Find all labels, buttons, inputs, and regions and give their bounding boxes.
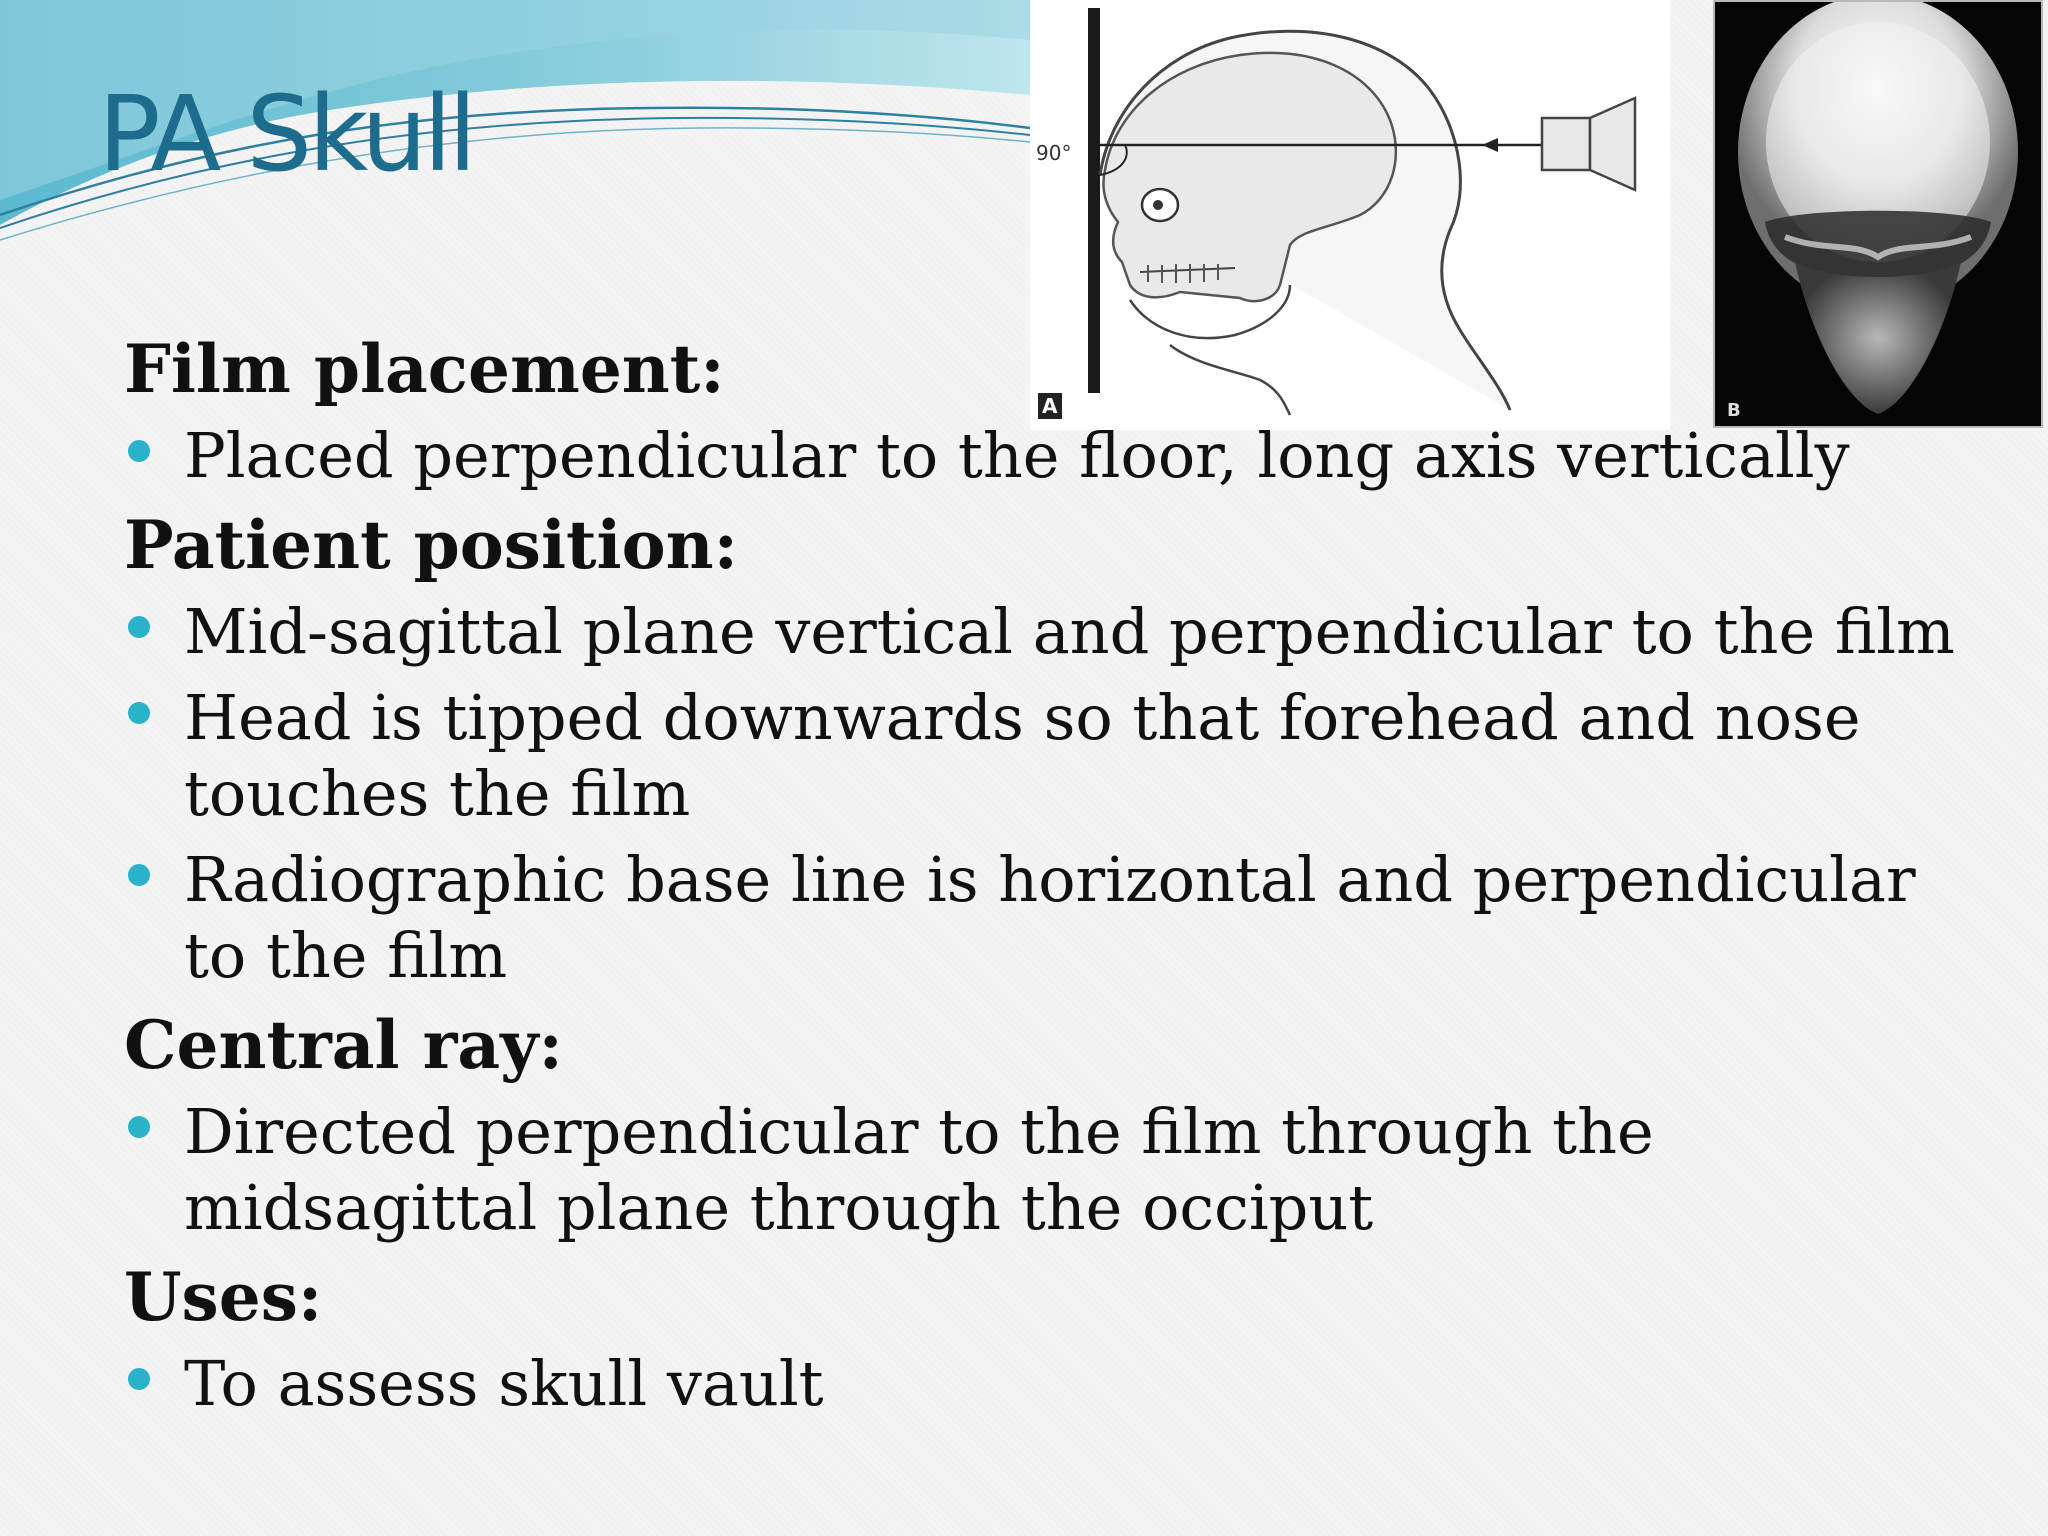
bullet-text: Radiographic base line is horizontal and perpendicular to the film	[184, 843, 1916, 992]
section-film-placement	[124, 328, 1984, 494]
list-item	[124, 418, 1984, 494]
slide-title: PA Skull	[98, 73, 474, 195]
list-item	[124, 1094, 1984, 1246]
bullet-icon	[128, 616, 150, 638]
bullet-icon	[128, 702, 150, 724]
bullet-text: To assess skull vault	[184, 1347, 824, 1420]
section-heading: Central ray:	[124, 1006, 563, 1084]
bullet-text: Placed perpendicular to the floor, long axis vertically	[184, 419, 1850, 492]
panel-label-a: A	[1042, 394, 1058, 418]
section-patient-position	[124, 504, 1984, 994]
bullet-list	[124, 1094, 1984, 1246]
section-heading: Patient position:	[124, 506, 738, 584]
section-central-ray	[124, 1004, 1984, 1246]
panel-label-b: B	[1727, 400, 1741, 421]
bullet-icon	[128, 1116, 150, 1138]
bullet-text: Mid-sagittal plane vertical and perpendicular to the film	[184, 595, 1955, 668]
slide-content	[124, 328, 1984, 1432]
bullet-icon	[128, 440, 150, 462]
list-item	[124, 594, 1984, 670]
section-heading: Film placement:	[124, 330, 725, 408]
list-item	[124, 842, 1984, 994]
bullet-text: Head is tipped downwards so that forehead and nose touches the film	[184, 681, 1861, 830]
angle-label: 90°	[1036, 141, 1072, 165]
bullet-list	[124, 594, 1984, 994]
bullet-icon	[128, 864, 150, 886]
bullet-list	[124, 418, 1984, 494]
bullet-list	[124, 1346, 1984, 1422]
section-heading: Uses:	[124, 1258, 323, 1336]
section-uses	[124, 1256, 1984, 1422]
bullet-text: Directed perpendicular to the film through the midsagittal plane through the occiput	[184, 1095, 1654, 1244]
list-item	[124, 680, 1984, 832]
list-item	[124, 1346, 1984, 1422]
bullet-icon	[128, 1368, 150, 1390]
